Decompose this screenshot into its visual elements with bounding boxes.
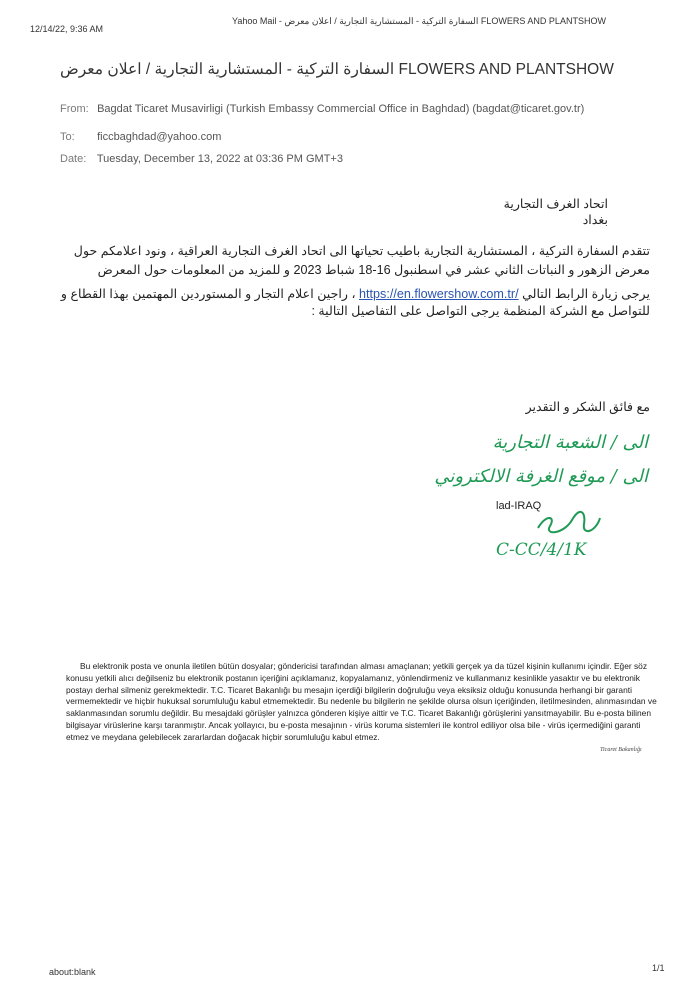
- page-url: about:blank: [49, 967, 96, 977]
- print-title: Yahoo Mail - السفارة التركية - المستشارية التجارية / اعلان معرض FLOWERS AND PLANTSHOW: [232, 16, 606, 26]
- ministry-tag: Ticaret Bakanlığı: [600, 747, 642, 753]
- signature-scribble: [534, 510, 604, 536]
- to-row: [60, 131, 221, 143]
- recipient-line1: اتحاد الغرف التجارية: [503, 197, 608, 211]
- stamp-text: lad-IRAQ: [496, 500, 542, 512]
- closing-line: مع فائق الشكر و التقدير: [525, 400, 650, 414]
- handwritten-line2: الى / موقع الغرفة الالكتروني: [434, 466, 648, 487]
- body-line3-post: ، راجين اعلام التجار و المستوردين المهتمين بهذا القطاع و: [60, 287, 356, 301]
- from-label: From:: [60, 103, 89, 115]
- body-line2: معرض الزهور و النباتات الثاني عشر في اسطنبول 16-18 شباط 2023 و للمزيد من المعلومات حول المعرض: [97, 263, 650, 277]
- print-date: 12/14/22, 9:36 AM: [30, 24, 104, 34]
- from-row: [60, 103, 584, 115]
- to-label: To:: [60, 131, 75, 143]
- date-value: Tuesday, December 13, 2022 at 03:36 PM GMT+3: [96, 153, 343, 165]
- body-line3: [30, 286, 650, 303]
- handwritten-date: C-CC/4/1K: [496, 540, 587, 560]
- recipient-line2: بغداد: [582, 213, 608, 227]
- body-line4: للتواصل مع الشركة المنظمة يرجى التواصل على التفاصيل التالية :: [311, 304, 650, 318]
- date-row: [60, 153, 343, 165]
- disclaimer-text: Bu elektronik posta ve onunla iletilen bütün dosyalar; göndericisi tarafından alması amaçlanan; yetkili gerçek ya da tüzel kişinin kullanımı içindir. Eğer söz konusu yetkili alıcı değilseniz bu elektronik postanın içeriğini açıklamanız, kopyalamanız, yönlendirmeniz ve kullanmanız kesinlikle yasaktır ve bu elektronik postayı derhal silmeniz gerekmektedir. T.C. Ticaret Bakanlığı bu mesajın içerdiği bilgilerin doğruluğu veya eksiksiz olduğu konusunda herhangi bir garanti vermemektedir ve hiçbir hukuksal sorumluluğu kabul etmemektedir. Bu nedenle bu bilgilerin ne şekilde olursa olsun içeriğinden, iletilmesinden, alınmasından ve saklanmasından sorumlu değildir. Bu mesajdaki görüşler yalnızca gönderen kişiye aittir ve T.C. Ticaret Bakanlığı görüşlerini yansıtmayabilir. Bu e-posta bilinen bilgisayar virüslerine karşı taranmıştır. Ancak yollayıcı, bu e-posta mesajının - virüs koruma sistemleri ile kontrol ediliyor olsa bile - virüs içermediğini garanti etmez ve meydana gelebilecek zararlardan doğacak hiçbir sorumluluğu kabul etmez.: [66, 661, 657, 742]
- body-line1: تتقدم السفارة التركية ، المستشارية التجارية باطيب تحياتها الى اتحاد الغرف التجارية العراقية ، ونود اعلامكم حول: [73, 244, 650, 258]
- page-number: 1/1: [652, 963, 665, 973]
- date-label: Date:: [60, 153, 87, 165]
- to-value[interactable]: ficcbaghdad@yahoo.com: [97, 131, 222, 143]
- email-subject: السفارة التركية - المستشارية التجارية / اعلان معرض FLOWERS AND PLANTSHOW: [60, 61, 614, 78]
- body-line3-pre: يرجى زيارة الرابط التالي: [522, 287, 650, 301]
- handwritten-line1: الى / الشعبة التجارية: [492, 432, 648, 453]
- from-value[interactable]: Bagdat Ticaret Musavirligi (Turkish Embassy Commercial Office in Baghdad) (bagdat@ticaret.gov.tr): [97, 103, 585, 115]
- flowershow-link[interactable]: https://en.flowershow.com.tr/: [359, 287, 519, 301]
